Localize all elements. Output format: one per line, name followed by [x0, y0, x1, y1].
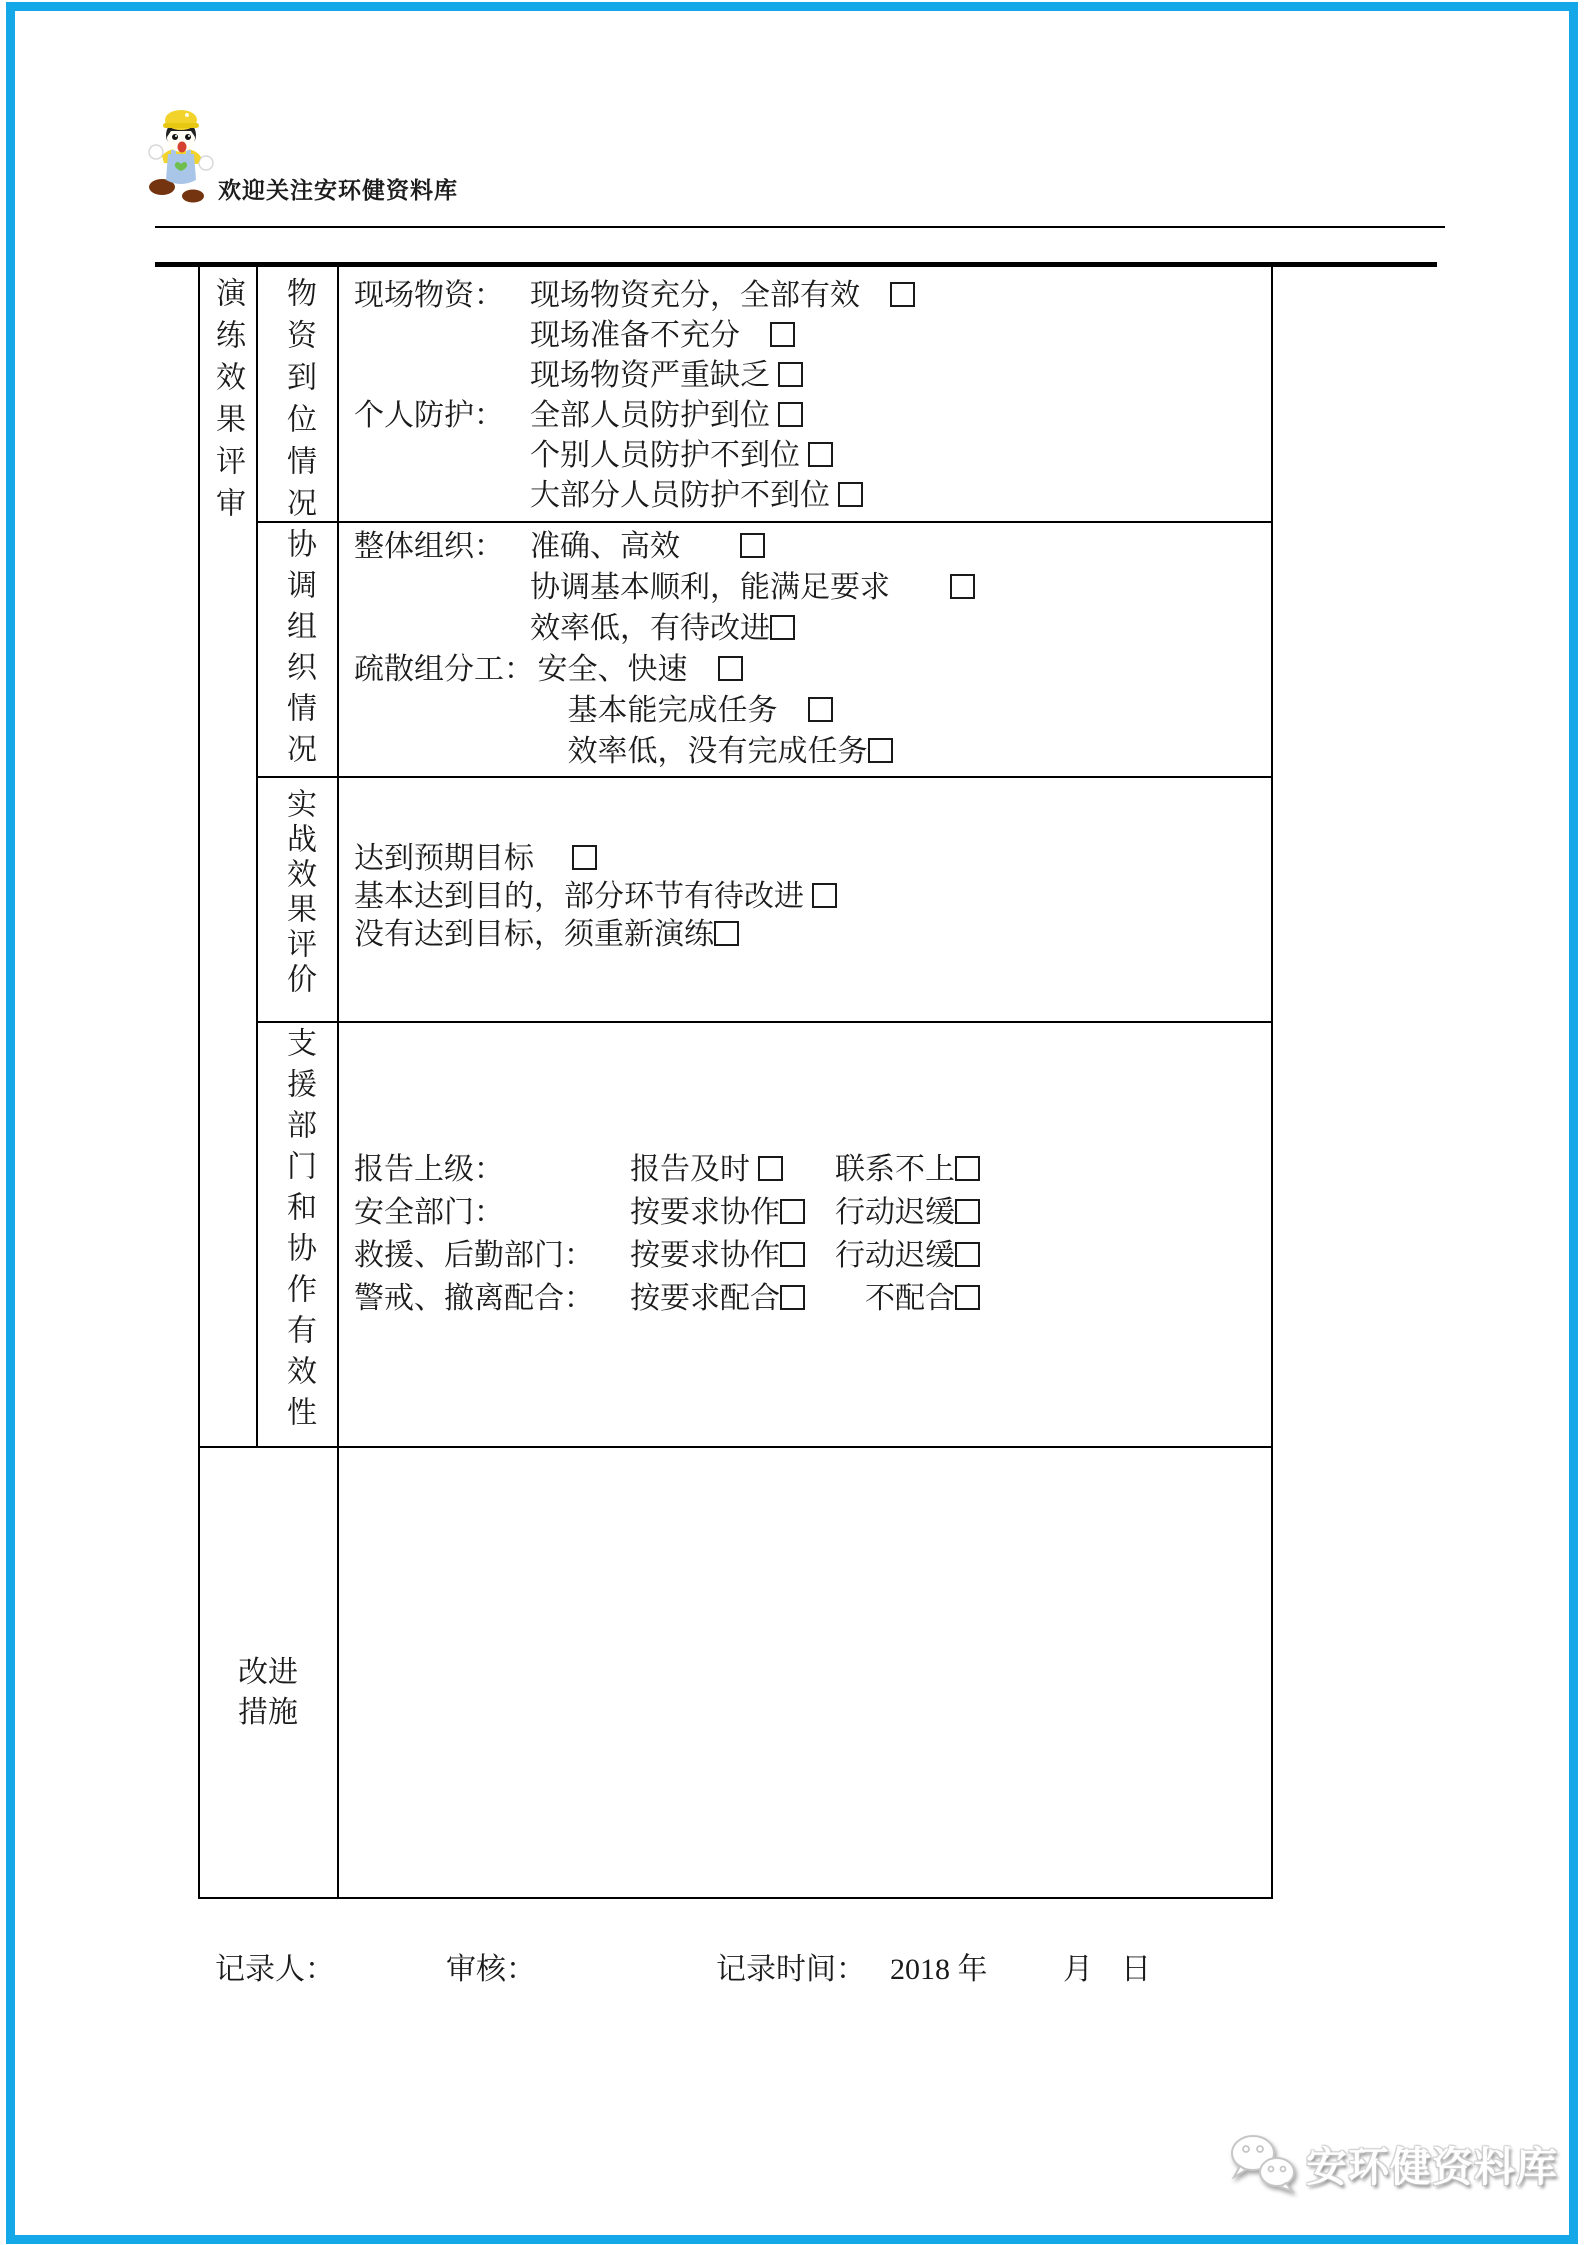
checkbox[interactable]	[955, 1242, 980, 1267]
checkbox[interactable]	[955, 1199, 980, 1224]
check-line	[354, 731, 975, 772]
table-row-divider-4	[198, 1446, 1273, 1448]
option-text: 联系不上	[835, 1153, 955, 1186]
check-line	[354, 476, 915, 516]
line-prefix: 疏散组分工：	[354, 653, 534, 686]
check-line	[354, 1148, 980, 1191]
option-text: 个别人员防护不到位	[530, 439, 808, 472]
option-text: 效率低，有待改进	[530, 612, 770, 645]
checkbox[interactable]	[718, 656, 743, 681]
table-top-border	[155, 262, 1437, 267]
section-coordination-content	[354, 526, 975, 772]
option-text: 全部人员防护到位	[530, 399, 778, 432]
option-text: 效率低，没有完成任务	[530, 735, 868, 768]
check-line	[354, 690, 975, 731]
option-text: 按要求配合	[630, 1282, 780, 1315]
section-label-effect: 实战效果评价	[282, 788, 315, 998]
check-line	[354, 1234, 980, 1277]
check-line	[354, 916, 837, 954]
section-label-support: 支援部门和协作有效性	[282, 1027, 315, 1437]
improvement-label-line2: 措施	[238, 1696, 298, 1729]
check-line	[354, 316, 915, 356]
check-line	[354, 436, 915, 476]
table-border-bottom	[198, 1897, 1273, 1899]
header-divider	[155, 226, 1445, 228]
checkbox[interactable]	[714, 921, 739, 946]
check-line	[354, 649, 975, 690]
line-prefix: 个人防护：	[354, 399, 504, 432]
checkbox[interactable]	[868, 738, 893, 763]
improvement-measures-label	[198, 1653, 338, 1733]
recorder-label: 记录人：	[215, 1953, 335, 1986]
table-border-right	[1271, 264, 1273, 1899]
checkbox[interactable]	[838, 482, 863, 507]
line-label: 警戒、撤离配合：	[354, 1282, 594, 1315]
option-text: 行动迟缓	[835, 1239, 955, 1272]
line-label: 救援、后勤部门：	[354, 1239, 594, 1272]
option-text: 按要求协作	[630, 1196, 780, 1229]
checkbox[interactable]	[808, 697, 833, 722]
option-text: 达到预期目标	[354, 842, 572, 875]
record-year: 2018 年	[890, 1953, 988, 1986]
option-text: 报告及时	[630, 1153, 758, 1186]
record-day: 日	[1121, 1953, 1151, 1986]
line-label: 报告上级：	[354, 1153, 504, 1186]
option-text: 协调基本顺利，能满足要求	[530, 571, 950, 604]
checkbox[interactable]	[780, 1242, 805, 1267]
checkbox[interactable]	[778, 362, 803, 387]
line-prefix: 整体组织：	[354, 530, 504, 563]
reviewer-label: 审核：	[446, 1953, 536, 1986]
improvement-label-line1: 改进	[238, 1656, 298, 1689]
option-text: 大部分人员防护不到位	[530, 479, 838, 512]
checkbox[interactable]	[780, 1199, 805, 1224]
check-line	[354, 878, 837, 916]
option-text: 基本能完成任务	[530, 694, 808, 727]
checkbox[interactable]	[890, 282, 915, 307]
option-text: 不配合	[835, 1282, 955, 1315]
option-text: 现场物资严重缺乏	[530, 359, 778, 392]
check-line	[354, 1191, 980, 1234]
checkbox[interactable]	[955, 1285, 980, 1310]
checkbox[interactable]	[780, 1285, 805, 1310]
checkbox[interactable]	[955, 1156, 980, 1181]
check-line	[354, 396, 915, 436]
option-text: 现场物资充分，全部有效	[530, 279, 890, 312]
check-line	[354, 1277, 980, 1320]
record-time-label: 记录时间：	[716, 1953, 866, 1986]
checkbox[interactable]	[572, 845, 597, 870]
option-text: 现场准备不充分	[530, 319, 770, 352]
checkbox[interactable]	[808, 442, 833, 467]
section-effect-content	[354, 840, 837, 954]
table-row-divider-2	[256, 776, 1273, 778]
checkbox[interactable]	[770, 322, 795, 347]
check-line	[354, 567, 975, 608]
checkbox[interactable]	[778, 402, 803, 427]
checkbox[interactable]	[770, 615, 795, 640]
section-label-coordination: 协调组织情况	[282, 528, 315, 774]
checkbox[interactable]	[812, 883, 837, 908]
checkbox[interactable]	[740, 533, 765, 558]
section-support-content	[354, 1148, 980, 1320]
option-text: 基本达到目的，部分环节有待改进	[354, 880, 812, 913]
footer-brand-name: 安环健资料库	[1306, 2143, 1558, 2190]
row-group-label-drill-review: 演练效果评审	[211, 277, 244, 529]
record-month: 月	[1063, 1953, 1093, 1986]
table-row-divider-3	[256, 1021, 1273, 1023]
option-text: 没有达到目标，须重新演练	[354, 918, 714, 951]
check-line	[354, 356, 915, 396]
checkbox[interactable]	[950, 574, 975, 599]
option-text: 准确、高效	[530, 530, 740, 563]
option-text: 安全、快速	[530, 653, 718, 686]
checkbox[interactable]	[758, 1156, 783, 1181]
header-slogan: 欢迎关注安环健资料库	[218, 177, 458, 203]
section-materials-content	[354, 276, 915, 516]
line-prefix: 现场物资：	[354, 279, 504, 312]
option-text: 行动迟缓	[835, 1196, 955, 1229]
footer-brand	[1228, 2132, 1558, 2194]
line-label: 安全部门：	[354, 1196, 504, 1229]
section-label-materials: 物资到位情况	[282, 277, 315, 529]
check-line	[354, 608, 975, 649]
table-row-divider-1	[256, 521, 1273, 523]
check-line	[354, 526, 975, 567]
wechat-icon	[1228, 2132, 1300, 2194]
check-line	[354, 276, 915, 316]
worker-mascot-icon	[148, 106, 214, 204]
check-line	[354, 840, 837, 878]
table-col-divider-1	[256, 264, 258, 1448]
option-text: 按要求协作	[630, 1239, 780, 1272]
